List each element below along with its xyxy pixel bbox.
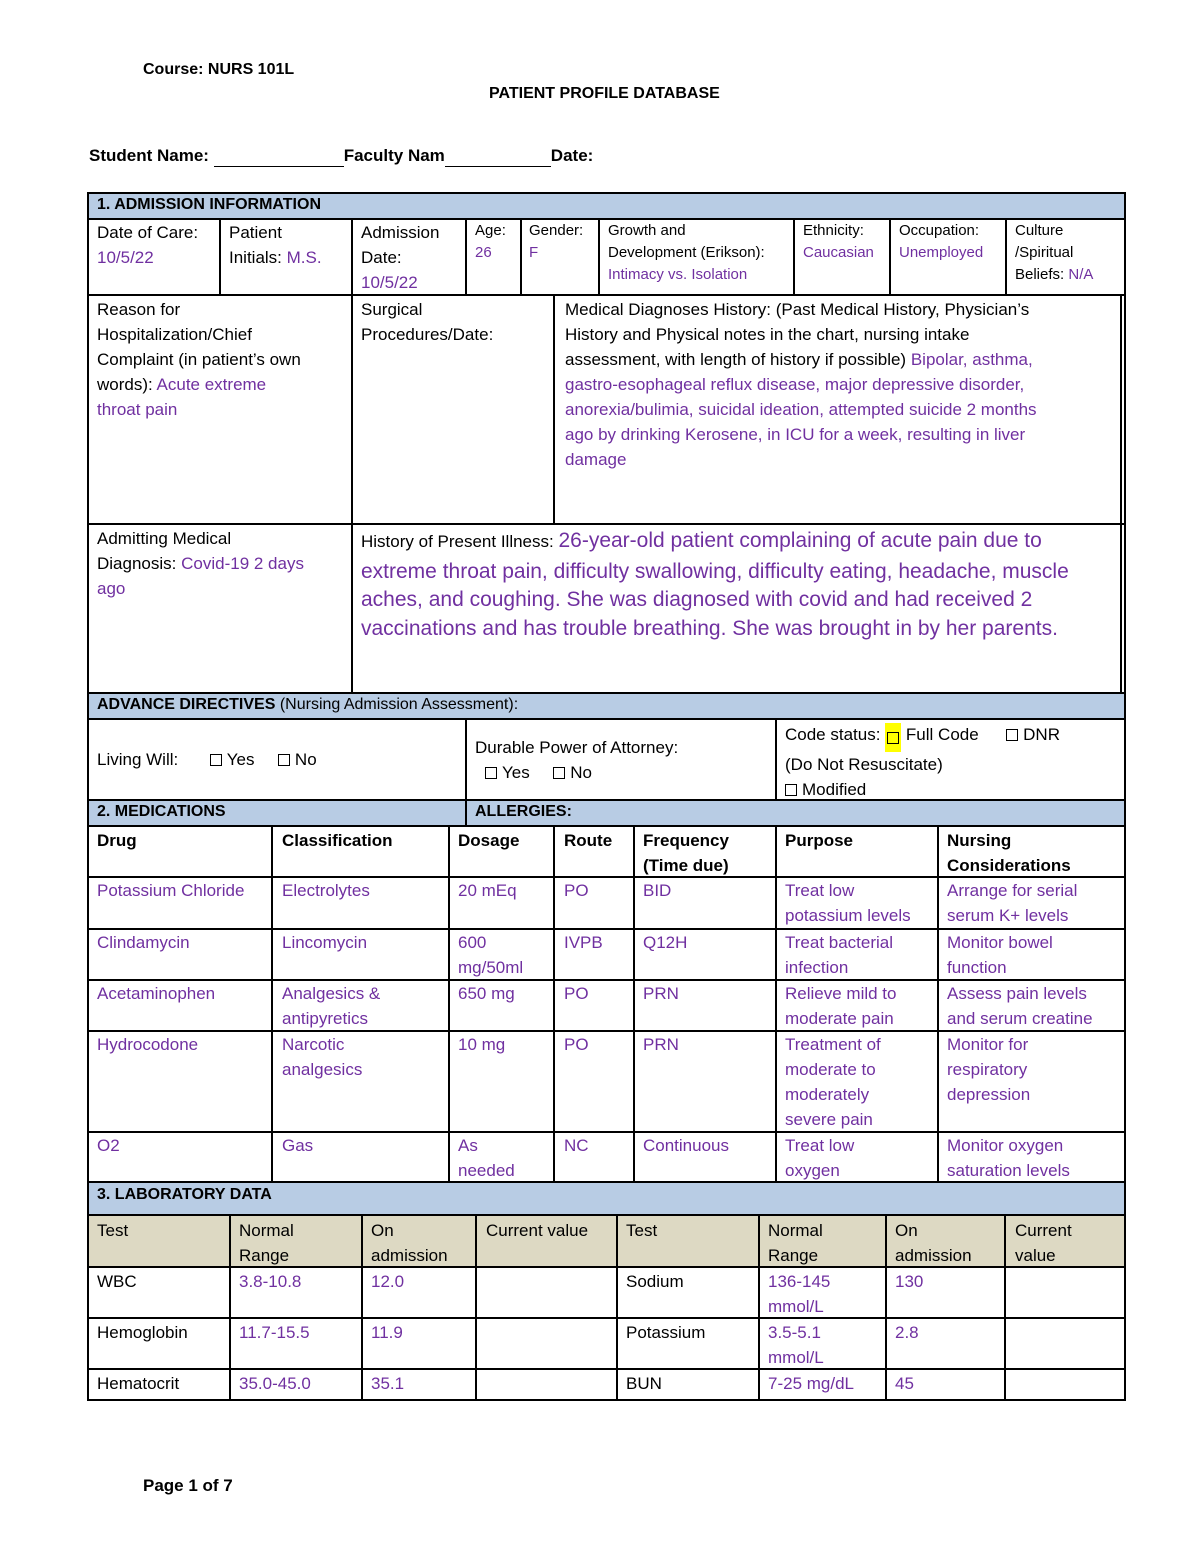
development-label: Development (Erikson): <box>608 244 765 261</box>
med-nc-2: saturation levels <box>947 1161 1070 1180</box>
med-header-classification: Classification <box>282 831 393 850</box>
living-will-yes-checkbox[interactable] <box>210 754 222 766</box>
med-freq: Q12H <box>643 933 688 952</box>
dpoa-no-label: No <box>570 763 592 782</box>
advance-title <box>97 696 518 714</box>
student-name-field[interactable] <box>214 146 344 167</box>
patient-label: Patient <box>229 223 282 242</box>
admission-date-cell <box>361 220 439 295</box>
lab-adm-right: 130 <box>895 1272 924 1291</box>
admission-label: Admission <box>361 223 440 242</box>
living-will-label: Living Will: <box>97 750 179 769</box>
gender-value: F <box>529 244 539 261</box>
living-will-yes-label: Yes <box>226 750 255 769</box>
med-header-dosage: Dosage <box>458 831 520 850</box>
lab-test-right: Potassium <box>626 1323 706 1342</box>
ethnicity-label: Ethnicity: <box>803 222 864 239</box>
lab-adm-left: 35.1 <box>371 1374 405 1393</box>
med-header-nursing-2: Considerations <box>947 856 1071 875</box>
lab-header-normal-1: Normal <box>239 1221 294 1240</box>
dpoa-cell <box>475 735 678 785</box>
patient-initials-cell <box>229 220 322 270</box>
living-will-no-label: No <box>294 750 317 769</box>
med-purpose-1: Treat low <box>785 881 855 900</box>
med-purpose <box>785 1133 854 1183</box>
lab-range-right-2: mmol/L <box>768 1297 824 1316</box>
med-class: Electrolytes <box>282 881 370 900</box>
lab-adm-right: 45 <box>895 1374 914 1393</box>
med-nc-2: serum K+ levels <box>947 906 1069 925</box>
code-status-cell <box>785 722 1086 803</box>
lab-header-current-2: value <box>1015 1246 1056 1265</box>
culture-cell <box>1015 220 1093 286</box>
culture-value: N/A <box>1068 266 1094 283</box>
med-route: PO <box>564 1035 589 1054</box>
med-header-nursing <box>947 828 1071 878</box>
dpoa-label: Durable Power of Attorney: <box>475 738 679 757</box>
occupation-value: Unemployed <box>899 244 984 261</box>
admitting-diagnosis-cell <box>97 526 304 601</box>
living-will-row <box>97 747 317 772</box>
spiritual-label: /Spiritual <box>1015 244 1074 261</box>
age-label: Age: <box>475 222 506 239</box>
med-nc-2: function <box>947 958 1007 977</box>
medhx-value: Bipolar, asthma, <box>910 350 1033 369</box>
med-drug: Acetaminophen <box>97 984 216 1003</box>
hpi-cell <box>361 527 1069 643</box>
med-dose-1: 600 <box>458 933 487 952</box>
lab-header-normal-left <box>239 1218 294 1268</box>
gender-cell <box>529 220 583 264</box>
med-dose-1: As <box>458 1136 478 1155</box>
med-purpose-2: moderate to <box>785 1060 876 1079</box>
reason-value-2: throat pain <box>97 400 178 419</box>
med-purpose <box>785 1032 881 1132</box>
reason-label-2: Hospitalization/Chief <box>97 325 252 344</box>
hpi-value: 26-year-old patient complaining of acute pain due to <box>558 529 1042 552</box>
patient-initials-value: M.S. <box>286 248 322 267</box>
med-freq: Continuous <box>643 1136 730 1155</box>
dnr-checkbox[interactable] <box>1006 729 1018 741</box>
med-purpose-2: infection <box>785 958 849 977</box>
surgical-cell <box>361 297 493 347</box>
modified-checkbox[interactable] <box>785 784 797 796</box>
med-drug: Hydrocodone <box>97 1035 199 1054</box>
code-status-label: Code status: <box>785 725 881 744</box>
lab-header-normal-2: Range <box>768 1246 819 1265</box>
advance-title-rest: (Nursing Admission Assessment): <box>275 696 519 713</box>
occupation-cell <box>899 220 983 264</box>
lab-header-onadm-left <box>371 1218 448 1268</box>
med-nc-1: Assess pain levels <box>947 984 1087 1003</box>
med-nc-3: depression <box>947 1085 1031 1104</box>
full-code-checkbox[interactable] <box>887 732 899 744</box>
lab-test-left: Hematocrit <box>97 1374 180 1393</box>
dnr-label: DNR <box>1023 725 1060 744</box>
med-purpose-2: potassium levels <box>785 906 911 925</box>
lab-range-right: 7-25 mg/dL <box>768 1374 854 1393</box>
medhx-value-2: gastro-esophageal reflux disease, major depressive disorder, <box>565 375 1025 394</box>
dpoa-yes-checkbox[interactable] <box>485 767 497 779</box>
med-dose <box>458 930 523 980</box>
med-nc-2: and serum creatine <box>947 1009 1093 1028</box>
reason-label-3: Complaint (in patient’s own <box>97 350 301 369</box>
med-purpose-4: severe pain <box>785 1110 873 1129</box>
lab-range-left: 3.8-10.8 <box>239 1272 302 1291</box>
ethnicity-cell <box>803 220 874 264</box>
admission-date-label: Date: <box>361 248 402 267</box>
medhx-value-3: anorexia/bulimia, suicidal ideation, attempted suicide 2 months <box>565 400 1037 419</box>
med-route: PO <box>564 984 589 1003</box>
med-header-frequency <box>643 828 729 878</box>
med-nc-2: respiratory <box>947 1060 1028 1079</box>
living-will-no-checkbox[interactable] <box>278 754 290 766</box>
med-class-2: antipyretics <box>282 1009 368 1028</box>
course-label: Course: NURS 101L <box>143 61 295 78</box>
lab-range-right <box>768 1320 824 1370</box>
lab-header-onadm-2: admission <box>371 1246 448 1265</box>
medhx-label-2: History and Physical notes in the chart, nursing intake <box>565 325 970 344</box>
lab-range-left: 35.0-45.0 <box>239 1374 311 1393</box>
med-purpose-2: oxygen <box>785 1161 840 1180</box>
lab-header-onadm-2: admission <box>895 1246 972 1265</box>
lab-header-test-right: Test <box>626 1221 658 1240</box>
med-nursing <box>947 1032 1030 1107</box>
occupation-label: Occupation: <box>899 222 980 239</box>
faculty-name-label: Faculty Nam <box>343 146 445 165</box>
lab-test-left: Hemoglobin <box>97 1323 188 1342</box>
med-nc-1: Arrange for serial <box>947 881 1078 900</box>
med-header-purpose: Purpose <box>785 831 854 850</box>
lab-header-current-right <box>1015 1218 1072 1268</box>
hpi-value-3: aches, and coughing. She was diagnosed with covid and had received 2 <box>361 588 1033 611</box>
dnr-full-label: (Do Not Resuscitate) <box>785 755 943 774</box>
med-drug: O2 <box>97 1136 120 1155</box>
dpoa-yes-label: Yes <box>502 763 530 782</box>
growth-label: Growth and <box>608 222 686 239</box>
med-purpose <box>785 981 897 1031</box>
med-dose-2: mg/50ml <box>458 958 524 977</box>
admission-section-title: 1. ADMISSION INFORMATION <box>97 196 321 213</box>
med-class <box>282 981 380 1031</box>
age-value: 26 <box>475 244 492 261</box>
date-of-care-value: 10/5/22 <box>97 248 154 267</box>
lab-adm-left: 12.0 <box>371 1272 405 1291</box>
lab-header-onadm-1: On <box>895 1221 918 1240</box>
growth-value: Intimacy vs. Isolation <box>608 266 748 283</box>
admit-dx-value-2: ago <box>97 579 126 598</box>
medhx-label-3: assessment, with length of history if possible) <box>565 350 911 369</box>
med-header-frequency-1: Frequency <box>643 831 729 850</box>
med-drug: Clindamycin <box>97 933 190 952</box>
hpi-label: History of Present Illness: <box>361 532 559 551</box>
med-freq: BID <box>643 881 672 900</box>
med-purpose-1: Treatment of <box>785 1035 881 1054</box>
admission-date-value: 10/5/22 <box>361 273 418 292</box>
admit-dx-label: Admitting Medical <box>97 529 232 548</box>
reason-cell <box>97 297 301 422</box>
student-name-label: Student Name: <box>89 146 209 165</box>
med-class-1: Narcotic <box>282 1035 345 1054</box>
faculty-name-field[interactable] <box>445 146 551 167</box>
med-purpose <box>785 878 911 928</box>
med-dose-2: needed <box>458 1161 515 1180</box>
med-nc-1: Monitor bowel <box>947 933 1053 952</box>
med-purpose-1: Treat low <box>785 1136 855 1155</box>
med-freq: PRN <box>643 1035 679 1054</box>
lab-header-normal-1: Normal <box>768 1221 823 1240</box>
lab-adm-right: 2.8 <box>895 1323 919 1342</box>
med-nc-1: Monitor for <box>947 1035 1029 1054</box>
lab-header-onadm-right <box>895 1218 972 1268</box>
lab-range-right-2: mmol/L <box>768 1348 824 1367</box>
med-class <box>282 1032 362 1082</box>
age-cell <box>475 220 506 264</box>
hpi-value-2: extreme throat pain, difficulty swallowing, difficulty eating, headache, muscle <box>361 559 1069 583</box>
med-nc-1: Monitor oxygen <box>947 1136 1064 1155</box>
med-freq: PRN <box>643 984 679 1003</box>
med-dose <box>458 1133 515 1183</box>
admit-dx-value: Covid-19 2 days <box>181 554 304 573</box>
gender-label: Gender: <box>529 222 584 239</box>
date-of-care-label: Date of Care: <box>97 223 199 242</box>
date-label: Date: <box>550 146 594 165</box>
lab-test-left: WBC <box>97 1272 137 1291</box>
med-route: PO <box>564 881 589 900</box>
med-nursing <box>947 981 1093 1031</box>
reason-label-4: words): <box>97 375 157 394</box>
med-purpose-1: Treat bacterial <box>785 933 894 952</box>
date-of-care-cell <box>97 220 198 270</box>
medications-section-title: 2. MEDICATIONS <box>97 803 226 820</box>
lab-header-test-left: Test <box>97 1221 129 1240</box>
dpoa-no-checkbox[interactable] <box>553 767 565 779</box>
beliefs-label: Beliefs: <box>1015 266 1069 283</box>
modified-label: Modified <box>802 780 867 799</box>
med-dose: 20 mEq <box>458 881 517 900</box>
med-class: Lincomycin <box>282 933 368 952</box>
med-purpose-2: moderate pain <box>785 1009 894 1028</box>
med-class: Gas <box>282 1136 314 1155</box>
lab-range-right-1: 3.5-5.1 <box>768 1323 821 1342</box>
med-nursing <box>947 930 1053 980</box>
med-class-1: Analgesics & <box>282 984 381 1003</box>
reason-value: Acute extreme <box>156 375 267 394</box>
full-code-label: Full Code <box>905 725 979 744</box>
lab-adm-left: 11.9 <box>371 1323 403 1342</box>
medhx-value-4: ago by drinking Kerosene, in ICU for a week, resulting in liver <box>565 425 1026 444</box>
lab-range-right <box>768 1269 830 1319</box>
med-nursing <box>947 1133 1070 1183</box>
medical-history-cell <box>565 297 1037 472</box>
medhx-label: Medical Diagnoses History: (Past Medical History, Physician’s <box>565 300 1030 319</box>
med-class-2: analgesics <box>282 1060 363 1079</box>
lab-header-current-left: Current value <box>486 1221 589 1240</box>
med-route: NC <box>564 1136 589 1155</box>
advance-title-bold: ADVANCE DIRECTIVES <box>97 696 276 713</box>
lab-header-normal-2: Range <box>239 1246 290 1265</box>
lab-section-title: 3. LABORATORY DATA <box>97 1186 272 1203</box>
med-route: IVPB <box>564 933 603 952</box>
med-purpose-1: Relieve mild to <box>785 984 897 1003</box>
lab-header-current-1: Current <box>1015 1221 1072 1240</box>
lab-range-left: 11.7-15.5 <box>239 1323 310 1342</box>
med-header-route: Route <box>564 831 613 850</box>
med-dose: 10 mg <box>458 1035 506 1054</box>
med-dose: 650 mg <box>458 984 515 1003</box>
med-nursing <box>947 878 1077 928</box>
lab-header-onadm-1: On <box>371 1221 394 1240</box>
allergies-title: ALLERGIES: <box>475 803 572 820</box>
lab-test-right: BUN <box>626 1374 662 1393</box>
surgical-label: Surgical <box>361 300 423 319</box>
culture-label: Culture <box>1015 222 1064 239</box>
admit-dx-label-2: Diagnosis: <box>97 554 182 573</box>
lab-header-normal-right <box>768 1218 823 1268</box>
med-drug: Potassium Chloride <box>97 881 245 900</box>
hpi-value-4: vaccinations and has trouble breathing. She was brought in by her parents. <box>361 616 1058 640</box>
med-purpose-3: moderately <box>785 1085 870 1104</box>
med-header-drug: Drug <box>97 831 137 850</box>
surgical-label-2: Procedures/Date: <box>361 325 494 344</box>
reason-label: Reason for <box>97 300 181 319</box>
growth-development-cell <box>608 220 765 286</box>
med-header-frequency-2: (Time due) <box>643 856 729 875</box>
page-number: Page 1 of 7 <box>143 1476 233 1495</box>
medhx-value-5: damage <box>565 450 627 469</box>
lab-range-right-1: 136-145 <box>768 1272 831 1291</box>
page-title: PATIENT PROFILE DATABASE <box>489 85 720 102</box>
med-purpose <box>785 930 893 980</box>
initials-label: Initials: <box>229 248 287 267</box>
student-line <box>89 146 593 167</box>
lab-test-right: Sodium <box>626 1272 684 1291</box>
medications-band <box>89 801 1124 825</box>
med-header-nursing-1: Nursing <box>947 831 1012 850</box>
ethnicity-value: Caucasian <box>803 244 874 261</box>
